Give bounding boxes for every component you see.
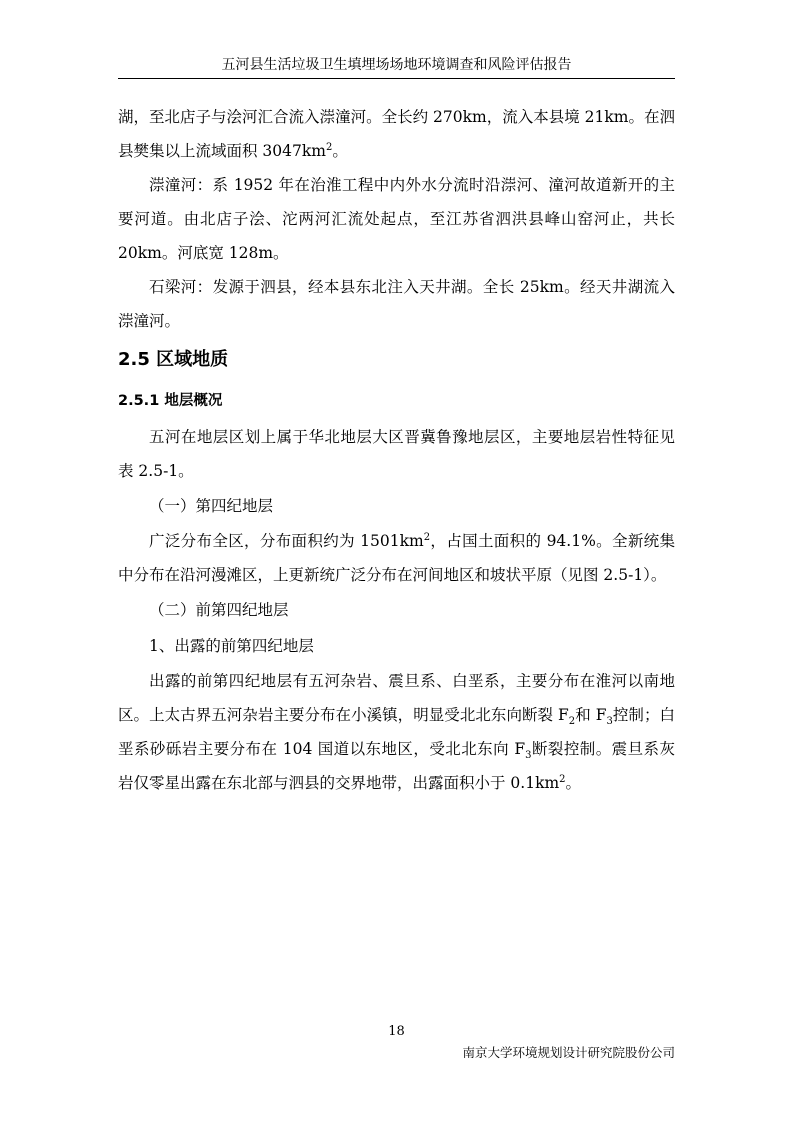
paragraph-exposed-strata <box>118 664 675 800</box>
list-item-exposed-pre-quaternary: 1、出露的前第四纪地层 <box>149 637 314 655</box>
page-content <box>118 100 675 800</box>
footer-organization: 南京大学环境规划设计研究院股份公司 <box>462 1045 675 1060</box>
subscript: 3 <box>606 716 613 728</box>
paragraph-strata-division: 五河在地层区划上属于华北地层大区晋冀鲁豫地层区，主要地层岩性特征见表 2.5-1。 <box>118 428 675 480</box>
text-run: 控制；白垩系砂砾岩主要分布在 104 国道以东地区，受北北东向 F <box>118 706 675 758</box>
paragraph-quaternary-distribution <box>118 524 675 592</box>
subsection-heading-strata-overview: 2.5.1 地层概况 <box>118 393 223 409</box>
subscript: 2 <box>568 716 576 728</box>
text-run: 。 <box>332 142 348 160</box>
text-run: 广泛分布全区，分布面积约为 1501km <box>149 532 424 550</box>
running-header: 五河县生活垃圾卫生填埋场场地环境调查和风险评估报告 <box>221 57 572 73</box>
text-run: 出露的前第四纪地层有五河杂岩、震旦系、白垩系，主要分布在淮河以南地区。上太古界五河杂岩主要分布在小溪镇，明显受北北东向断裂 F <box>118 672 675 724</box>
text-run: 湖，至北店子与浍河汇合流入漴潼河。全长约 270km，流入本县境 21km。在泗县樊集以上流域面积 3047km <box>118 108 675 160</box>
header-rule <box>118 78 675 79</box>
list-item-pre-quaternary: （二）前第四纪地层 <box>149 601 289 619</box>
superscript: 2 <box>423 531 431 543</box>
subscript: 3 <box>525 750 532 762</box>
superscript: 2 <box>325 141 333 153</box>
text-run: 和 F <box>575 706 607 724</box>
text-run: ，占国土面积的 94.1%。全新统集中分布在沿河漫滩区，上更新统广泛分布在河间地区和坡状平原（见图 2.5-1）。 <box>118 532 676 584</box>
list-item-quaternary: （一）第四纪地层 <box>149 497 274 515</box>
page-number: 18 <box>388 1024 405 1039</box>
text-run: 。 <box>565 774 582 792</box>
superscript: 2 <box>559 773 566 785</box>
section-heading-regional-geology: 2.5 区域地质 <box>118 349 229 370</box>
text-run: 断裂控制。震旦系灰岩仅零星出露在东北部与泗县的交界地带，出露面积小于 0.1km <box>118 740 675 792</box>
paragraph-huai-river-tail <box>118 100 675 168</box>
paragraph-chongtong-river: 漴潼河：系 1952 年在治淮工程中内外水分流时沿漴河、潼河故道新开的主要河道。由北店子浍、沱两河汇流处起点，至江苏省泗洪县峰山窑河止，共长 20km。河底宽 128m。 <box>118 176 675 262</box>
paragraph-shiliang-river: 石梁河：发源于泗县，经本县东北注入天井湖。全长 25km。经天井湖流入漴潼河。 <box>118 278 675 330</box>
